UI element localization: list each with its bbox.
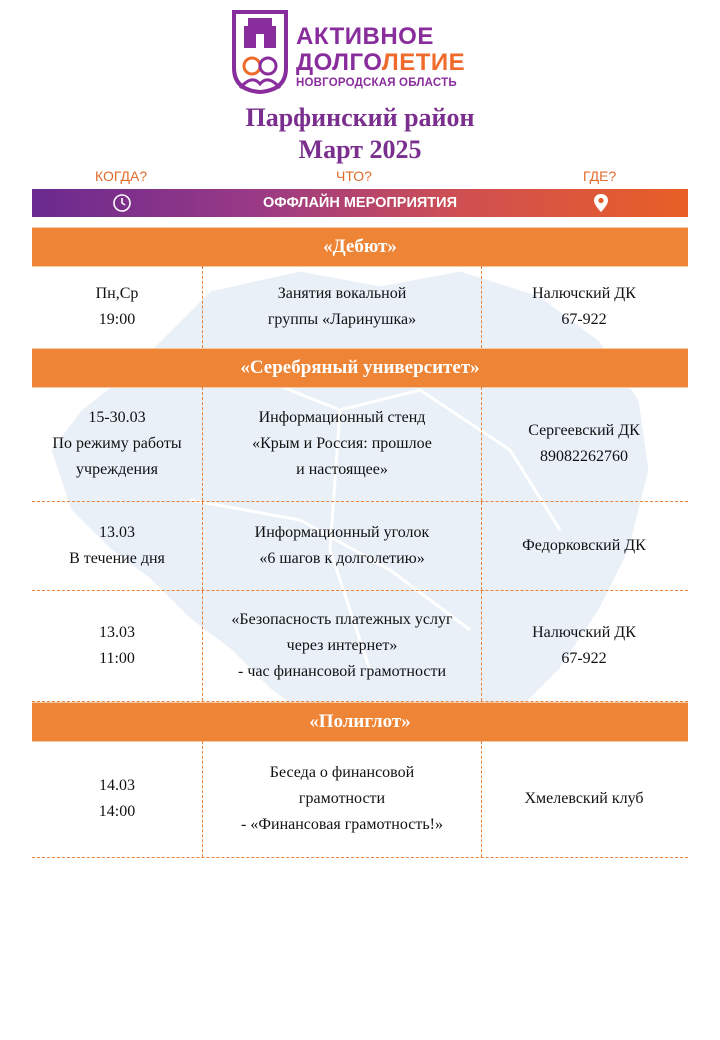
table-row [32, 591, 688, 702]
active-longevity-logo [230, 10, 500, 94]
section-label: «Серебряный университет» [240, 357, 480, 378]
when-cell: Пн,Ср 19:00 [95, 285, 139, 328]
what-cell: Информационный уголок «6 шагов к долголетию» [202, 502, 482, 590]
when-cell: 15-30.03 По режиму работы учреждения [52, 409, 182, 478]
section-header-polyglot [32, 702, 688, 742]
location-pin-icon [593, 193, 609, 213]
what-cell: Беседа о финансовой грамотности - «Финансовая грамотность!» [202, 741, 482, 857]
banner-label: ОФФЛАЙН МЕРОПРИЯТИЯ [262, 195, 457, 211]
what-header: ЧТО? [336, 168, 372, 184]
section-label: «Дебют» [323, 236, 397, 257]
what-cell: «Безопасность платежных услуг через интернет» - час финансовой грамотности [202, 591, 482, 701]
when-cell: 13.03 В течение дня [69, 524, 165, 567]
where-cell: Федорковский ДК [522, 537, 646, 554]
table-row [32, 502, 688, 591]
where-cell: Налючский ДК 67-922 [532, 285, 636, 328]
month-title: Март 2025 [298, 135, 422, 164]
when-cell: 14.03 14:00 [98, 777, 136, 820]
table-row [32, 387, 688, 502]
when-header: КОГДА? [95, 168, 148, 184]
offline-events-banner [32, 189, 688, 217]
logo-title-line2: ДОЛГОЛЕТИЕ [296, 49, 466, 76]
logo-title-line1: АКТИВНОЕ [296, 23, 434, 50]
where-cell: Хмелевский клуб [524, 790, 644, 807]
table-row [32, 266, 688, 349]
section-label: «Полиглот» [309, 711, 411, 732]
section-header-debut [32, 227, 688, 267]
table-row [32, 741, 688, 858]
when-cell: 13.03 11:00 [99, 624, 135, 667]
logo-emblem-icon [230, 10, 290, 94]
district-title: Парфинский район [245, 103, 475, 132]
where-cell: Налючский ДК 67-922 [532, 624, 636, 667]
what-cell: Занятия вокальной группы «Ларинушка» [202, 266, 482, 348]
where-header: ГДЕ? [583, 168, 617, 184]
logo-subtitle: НОВГОРОДСКАЯ ОБЛАСТЬ [296, 77, 457, 89]
where-cell: Сергеевский ДК 89082262760 [528, 422, 640, 465]
what-cell: Информационный стенд «Крым и Россия: прошлое и настоящее» [202, 387, 482, 501]
section-header-silver-university [32, 348, 688, 388]
